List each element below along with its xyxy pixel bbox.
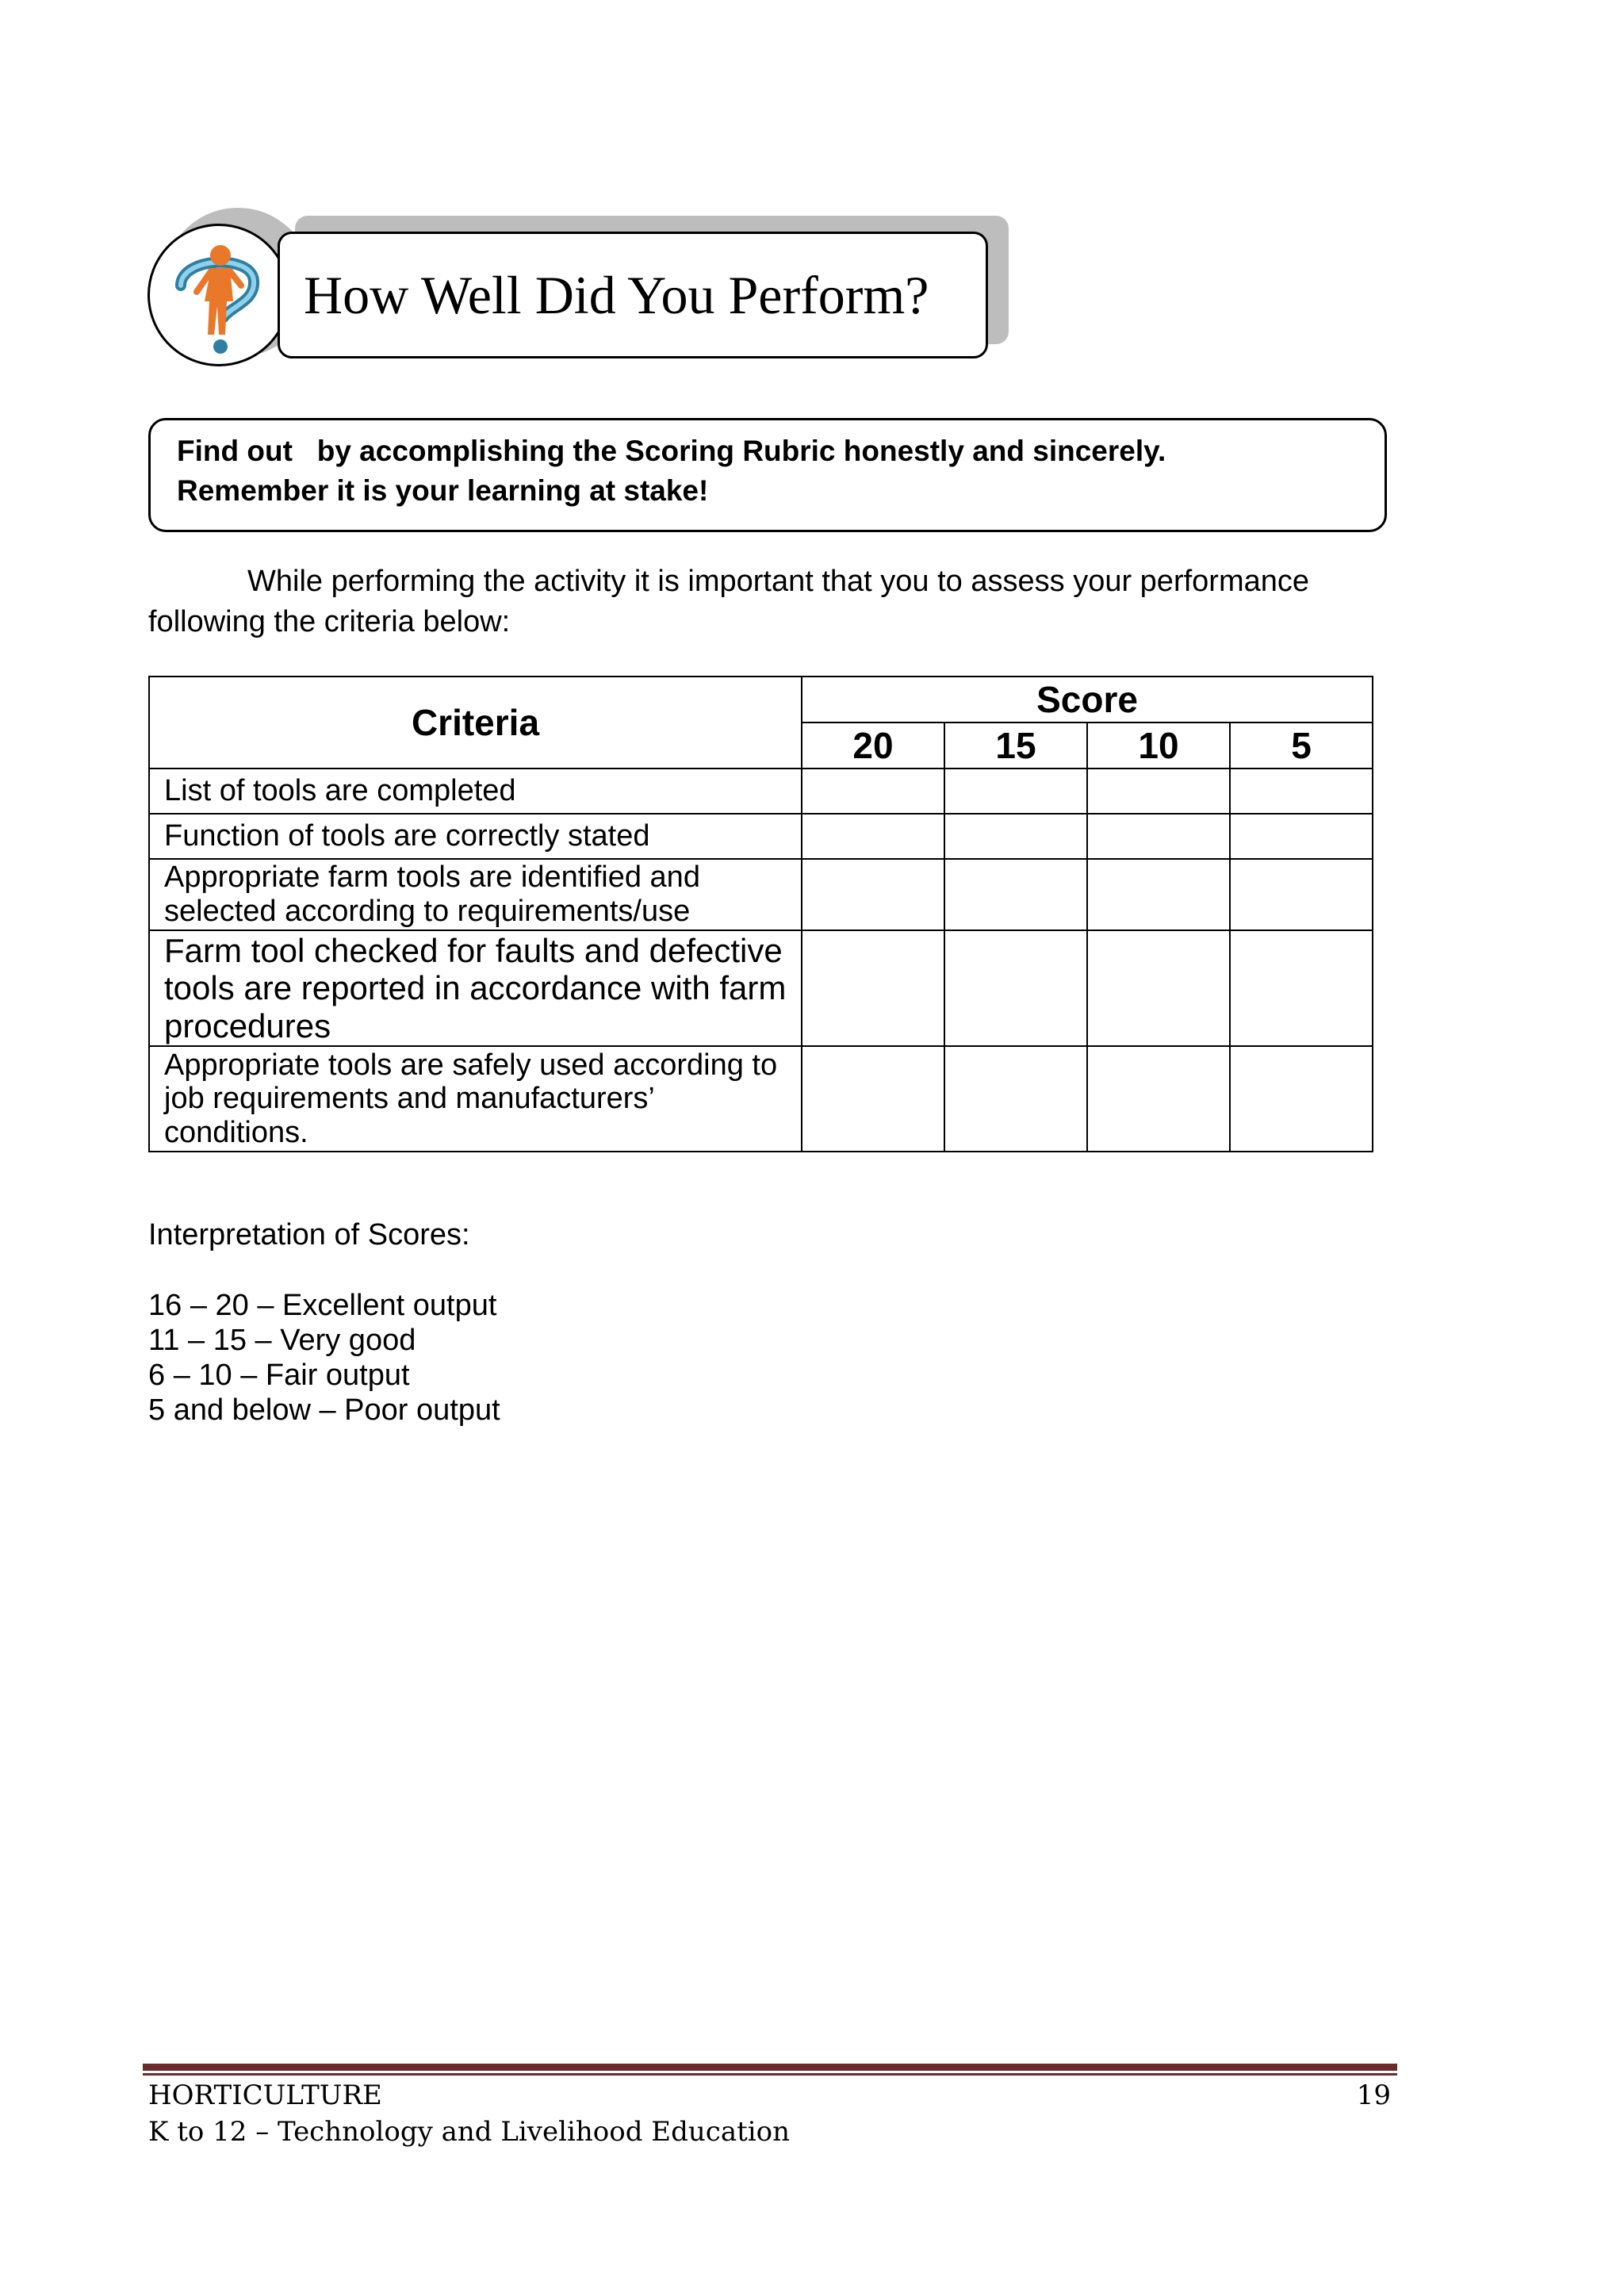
criteria-header: Criteria: [149, 677, 802, 769]
score-cell[interactable]: [802, 1046, 944, 1152]
footer-course: K to 12 – Technology and Livelihood Education: [148, 2116, 790, 2148]
score-cell[interactable]: [1230, 930, 1373, 1046]
table-row: [149, 930, 1373, 1046]
score-column-20: 20: [802, 723, 944, 769]
score-cell[interactable]: [1087, 930, 1230, 1046]
intro-line-2: following the criteria below:: [148, 605, 511, 638]
score-cell[interactable]: [802, 814, 944, 859]
table-row: [149, 859, 1373, 930]
page-number: 19: [1356, 2079, 1391, 2111]
interpretation-heading: Interpretation of Scores:: [148, 1218, 470, 1251]
table-row: [149, 814, 1373, 859]
score-cell[interactable]: [944, 769, 1087, 814]
score-cell[interactable]: [1230, 814, 1373, 859]
score-cell[interactable]: [944, 814, 1087, 859]
score-cell[interactable]: [944, 1046, 1087, 1152]
instruction-box: [148, 418, 1387, 532]
criterion-4: Farm tool checked for faults and defective tools are reported in accordance with farm procedures: [149, 930, 802, 1046]
instruction-line-2: Remember it is your learning at stake!: [177, 474, 709, 507]
page-title: How Well Did You Perform?: [304, 265, 929, 325]
criterion-1: List of tools are completed: [149, 769, 802, 814]
table-row: [149, 769, 1373, 814]
score-cell[interactable]: [802, 859, 944, 930]
score-cell[interactable]: [944, 859, 1087, 930]
scoring-rubric-table: [148, 676, 1373, 1152]
score-cell[interactable]: [1087, 1046, 1230, 1152]
score-cell[interactable]: [802, 769, 944, 814]
footer-rule-thin: [143, 2073, 1397, 2076]
interpretation-item: 11 – 15 – Very good: [148, 1324, 416, 1357]
interpretation-item: 6 – 10 – Fair output: [148, 1359, 410, 1392]
score-header: Score: [802, 677, 1373, 723]
score-cell[interactable]: [1230, 769, 1373, 814]
footer-subject: HORTICULTURE: [148, 2079, 382, 2111]
score-cell[interactable]: [1230, 859, 1373, 930]
score-cell[interactable]: [944, 930, 1087, 1046]
score-cell[interactable]: [802, 930, 944, 1046]
instruction-line-1: Find out by accomplishing the Scoring Rubric honestly and sincerely.: [177, 435, 1166, 467]
table-row: [149, 1046, 1373, 1152]
score-cell[interactable]: [1087, 859, 1230, 930]
criterion-2: Function of tools are correctly stated: [149, 814, 802, 859]
interpretation-item: 5 and below – Poor output: [148, 1393, 500, 1427]
criterion-3: Appropriate farm tools are identified and selected according to requirements/use: [149, 859, 802, 930]
interpretation-item: 16 – 20 – Excellent output: [148, 1289, 497, 1322]
criterion-5: Appropriate tools are safely used according to job requirements and manufacturers’ conditions.: [149, 1046, 802, 1152]
footer-rule: [143, 2064, 1397, 2071]
question-mark-figure-icon: [159, 240, 278, 358]
score-cell[interactable]: [1230, 1046, 1373, 1152]
intro-line-1: While performing the activity it is important that you to assess your performance: [247, 565, 1309, 598]
score-column-15: 15: [944, 723, 1087, 769]
score-column-5: 5: [1230, 723, 1373, 769]
score-cell[interactable]: [1087, 814, 1230, 859]
title-box: [278, 232, 988, 358]
score-cell[interactable]: [1087, 769, 1230, 814]
score-column-10: 10: [1087, 723, 1230, 769]
